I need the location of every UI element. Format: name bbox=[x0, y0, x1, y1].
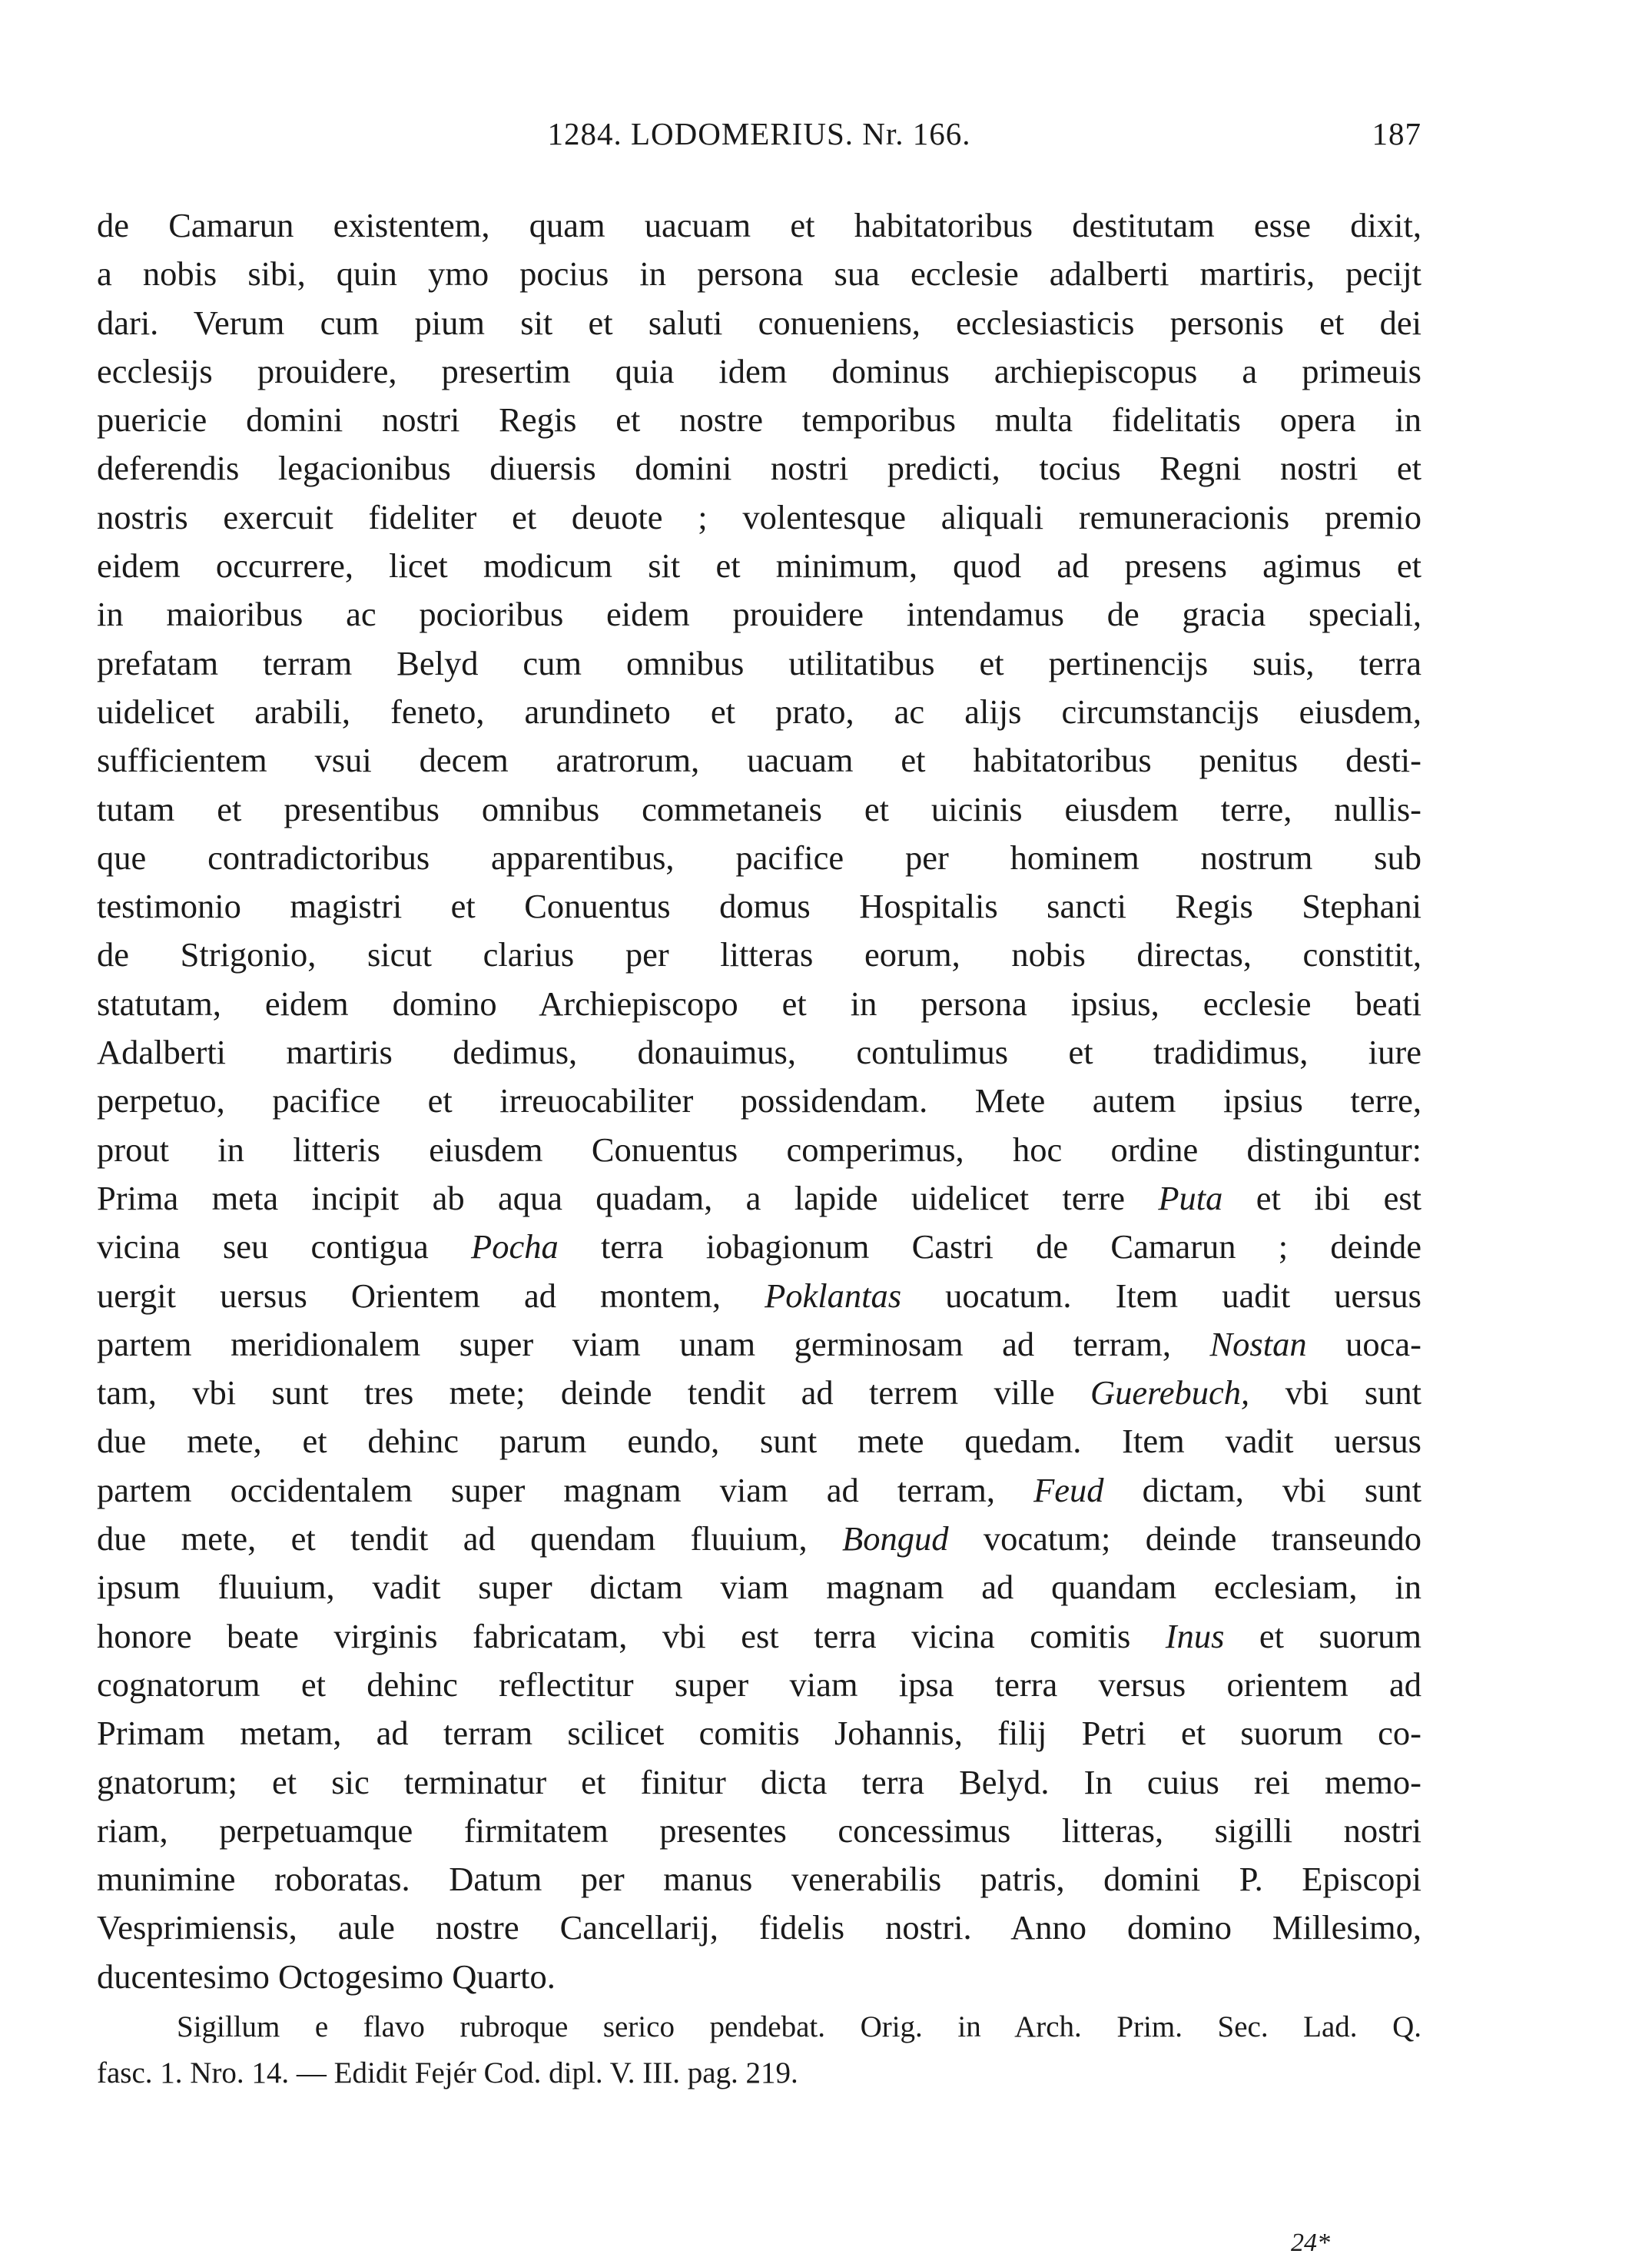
text-line: de Camarun existentem, quam uacuam et habitatoribus destitutam esse dixit, bbox=[97, 206, 1421, 244]
text-line: uidelicet arabili, feneto, arundineto et prato, ac alijs circumstancijs eiusdem, bbox=[97, 692, 1421, 731]
running-head bbox=[97, 115, 1421, 161]
text-line: Adalberti martiris dedimus, donauimus, contulimus et tradidimus, iure bbox=[97, 1033, 1421, 1072]
place-name: Puta bbox=[1158, 1178, 1223, 1217]
text-line: due mete, et dehinc parum eundo, sunt mete quedam. Item vadit uersus bbox=[97, 1422, 1421, 1461]
page-number: 187 bbox=[1372, 116, 1421, 151]
text-line bbox=[97, 1223, 1421, 1271]
text-line: ipsum fluuium, vadit super dictam viam magnam ad quandam ecclesiam, in bbox=[97, 1568, 1421, 1607]
note-line: Sigillum e flavo rubroque serico pendebat. Orig. in Arch. Prim. Sec. Lad. Q. bbox=[177, 2010, 1421, 2043]
text-line: puericie domini nostri Regis et nostre temporibus multa fidelitatis opera in bbox=[97, 400, 1421, 440]
text-line: ecclesijs prouidere, presertim quia idem dominus archiepiscopus a primeuis bbox=[97, 351, 1421, 390]
text-line: eidem occurrere, licet modicum sit et minimum, quod ad presens agimus et bbox=[97, 546, 1421, 586]
text-line: sufficientem vsui decem aratrorum, uacuam et habitatoribus penitus desti- bbox=[97, 741, 1421, 780]
text-segment: partem meridionalem super viam unam germinosam ad terram, bbox=[97, 1324, 1210, 1363]
text-line bbox=[97, 1515, 1421, 1563]
text-line: testimonio magistri et Conuentus domus Hospitalis sancti Regis Stephani bbox=[97, 887, 1421, 926]
text-line bbox=[97, 1612, 1421, 1661]
text-segment: vbi sunt bbox=[1249, 1373, 1421, 1412]
text-line: Vesprimiensis, aule nostre Cancellarij, fidelis nostri. Anno domino Millesimo, bbox=[97, 1908, 1421, 1947]
text-segment: partem occidentalem super magnam viam ad terram, bbox=[97, 1470, 1034, 1509]
text-line: nostris exercuit fideliter et deuote ; volentesque aliquali remuneracionis premio bbox=[97, 497, 1421, 536]
text-line: prout in litteris eiusdem Conuentus comperimus, hoc ordine distinguntur: bbox=[97, 1130, 1421, 1169]
text-line: munimine roboratas. Datum per manus venerabilis patris, domini P. Episcopi bbox=[97, 1860, 1421, 1899]
text-line: dari. Verum cum pium sit et saluti conueniens, ecclesiasticis personis et dei bbox=[97, 303, 1421, 342]
source-note bbox=[97, 2004, 1421, 2096]
text-line bbox=[97, 1174, 1421, 1223]
place-name: Bongud bbox=[842, 1519, 949, 1558]
note-line: fasc. 1. Nro. 14. — Edidit Fejér Cod. dipl. V. III. pag. 219. bbox=[97, 2056, 798, 2089]
text-segment: uergit uersus Orientem ad montem, bbox=[97, 1276, 765, 1315]
text-segment: et ibi est bbox=[1222, 1178, 1421, 1217]
running-head-title: 1284. LODOMERIUS. Nr. 166. bbox=[547, 116, 971, 151]
text-line: statutam, eidem domino Archiepiscopo et in persona ipsius, ecclesie beati bbox=[97, 984, 1421, 1023]
text-line: perpetuo, pacifice et irreuocabiliter possidendam. Mete autem ipsius terre, bbox=[97, 1081, 1421, 1120]
text-line: gnatorum; et sic terminatur et finitur dicta terra Belyd. In cuius rei memo- bbox=[97, 1762, 1421, 1801]
text-segment: dictam, vbi sunt bbox=[1103, 1470, 1422, 1509]
text-line bbox=[97, 1369, 1421, 1417]
text-segment: terra iobagionum Castri de Camarun ; deinde bbox=[558, 1227, 1421, 1266]
text-line: Primam metam, ad terram scilicet comitis Johannis, filij Petri et suorum co- bbox=[97, 1714, 1421, 1753]
charter-text bbox=[97, 201, 1421, 2001]
text-segment: vicina seu contigua bbox=[97, 1227, 472, 1266]
place-name: Guerebuch, bbox=[1090, 1373, 1250, 1412]
text-segment: due mete, et tendit ad quendam fluuium, bbox=[97, 1519, 843, 1558]
text-line: riam, perpetuamque firmitatem presentes concessimus litteras, sigilli nostri bbox=[97, 1811, 1421, 1850]
text-line bbox=[97, 1320, 1421, 1369]
text-line bbox=[97, 1272, 1421, 1320]
text-line: que contradictoribus apparentibus, pacifice per hominem nostrum sub bbox=[97, 838, 1421, 877]
text-line: deferendis legacionibus diuersis domini nostri predicti, tocius Regni nostri et bbox=[97, 449, 1421, 488]
person-name: Inus bbox=[1165, 1616, 1225, 1655]
place-name: Nostan bbox=[1209, 1324, 1307, 1363]
text-line: de Strigonio, sicut clarius per litteras eorum, nobis directas, constitit, bbox=[97, 935, 1421, 974]
text-line: ducentesimo Octogesimo Quarto. bbox=[97, 1957, 556, 1996]
text-line: prefatam terram Belyd cum omnibus utilitatibus et pertinencijs suis, terra bbox=[97, 643, 1421, 682]
text-line: in maioribus ac pocioribus eidem prouidere intendamus de gracia speciali, bbox=[97, 595, 1421, 634]
text-segment: honore beate virginis fabricatam, vbi est terra vicina comitis bbox=[97, 1616, 1166, 1655]
text-line: a nobis sibi, quin ymo pocius in persona sua ecclesie adalberti martiris, pecijt bbox=[97, 254, 1421, 294]
text-line bbox=[97, 1466, 1421, 1515]
text-segment: uoca- bbox=[1306, 1324, 1421, 1363]
text-line: cognatorum et dehinc reflectitur super viam ipsa terra versus orientem ad bbox=[97, 1665, 1421, 1704]
place-name: Pocha bbox=[471, 1227, 559, 1266]
text-segment: Prima meta incipit ab aqua quadam, a lapide uidelicet terre bbox=[97, 1178, 1159, 1217]
place-name: Poklantas bbox=[765, 1276, 902, 1315]
signature-mark: 24* bbox=[1291, 2229, 1330, 2257]
text-segment: vocatum; deinde transeundo bbox=[948, 1519, 1422, 1558]
text-segment: tam, vbi sunt tres mete; deinde tendit ad terrem ville bbox=[97, 1373, 1090, 1412]
text-line: tutam et presentibus omnibus commetaneis et uicinis eiusdem terre, nullis- bbox=[97, 789, 1421, 828]
text-segment: et suorum bbox=[1224, 1616, 1421, 1655]
place-name: Feud bbox=[1033, 1470, 1104, 1509]
text-segment: uocatum. Item uadit uersus bbox=[901, 1276, 1421, 1315]
